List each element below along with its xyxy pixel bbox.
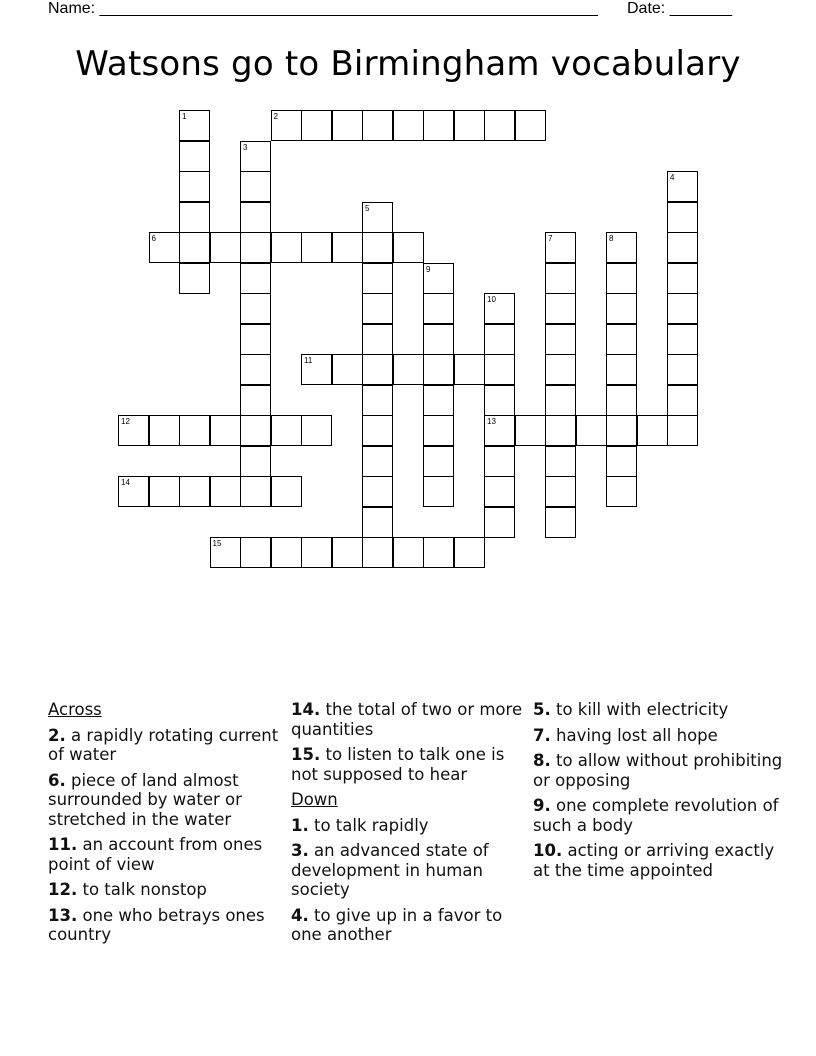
name-field[interactable]: Name: ________________________________________________________ [48, 0, 598, 17]
clue-text: to talk nonstop [82, 880, 207, 899]
grid-cell[interactable] [545, 263, 576, 294]
clue-number-label: 6 [151, 234, 156, 243]
clue-text: to allow without prohibiting or opposing [533, 751, 783, 790]
grid-cell[interactable] [362, 354, 393, 385]
grid-cell[interactable] [240, 171, 271, 202]
grid-cell[interactable] [362, 232, 393, 263]
grid-cell[interactable] [423, 263, 454, 294]
clue-number-label: 11 [304, 356, 313, 365]
clue-text: an advanced state of development in human society [291, 841, 489, 899]
grid-cell[interactable] [149, 415, 180, 446]
clue-number-label: 2 [273, 112, 278, 121]
grid-cell[interactable] [454, 110, 485, 141]
grid-cell[interactable] [179, 141, 210, 172]
clue-across-11 [48, 835, 288, 874]
grid-cell[interactable] [515, 110, 546, 141]
grid-cell[interactable] [362, 476, 393, 507]
grid-cell[interactable] [301, 232, 332, 263]
clue-down-4 [291, 906, 531, 945]
grid-cell[interactable] [545, 507, 576, 538]
grid-cell[interactable] [484, 324, 515, 355]
grid-cell[interactable] [667, 415, 698, 446]
grid-cell[interactable] [240, 293, 271, 324]
grid-cell[interactable] [271, 415, 302, 446]
grid-cell[interactable] [423, 293, 454, 324]
clue-number: 3. [291, 841, 309, 860]
clue-number-label: 1 [182, 112, 187, 121]
grid-cell[interactable] [362, 415, 393, 446]
grid-cell[interactable] [545, 324, 576, 355]
clue-number: 14. [291, 700, 321, 719]
clue-column-3 [533, 700, 783, 886]
clue-number: 9. [533, 796, 551, 815]
clue-across-15 [291, 745, 531, 784]
across-heading: Across [48, 700, 102, 719]
grid-cell[interactable] [362, 110, 393, 141]
clue-number: 5. [533, 700, 551, 719]
clue-down-9 [533, 796, 783, 835]
clue-text: an account from ones point of view [48, 835, 263, 874]
clue-text: piece of land almost surrounded by water or stretched in the water [48, 770, 242, 829]
grid-cell[interactable] [606, 476, 637, 507]
date-field[interactable]: Date: _______ [627, 0, 732, 17]
clue-number: 8. [533, 751, 551, 770]
grid-cell[interactable] [393, 537, 424, 568]
grid-cell[interactable] [271, 110, 302, 141]
clue-number: 2. [48, 725, 66, 745]
clue-number-label: 5 [365, 203, 370, 213]
grid-cell[interactable] [423, 476, 454, 507]
grid-cell[interactable] [240, 385, 271, 416]
grid-cell[interactable] [210, 476, 241, 507]
clue-number-label: 4 [670, 173, 675, 182]
grid-cell[interactable] [545, 354, 576, 385]
grid-cell[interactable] [240, 263, 271, 294]
clue-text: one who betrays ones country [48, 905, 265, 944]
grid-cell[interactable] [118, 415, 149, 446]
clue-number: 7. [533, 725, 551, 745]
grid-cell[interactable] [118, 476, 149, 507]
grid-cell[interactable] [179, 263, 210, 294]
clue-text: acting or arriving exactly at the time appointed [533, 841, 775, 880]
grid-cell[interactable] [210, 415, 241, 446]
grid-cell[interactable] [484, 507, 515, 538]
grid-cell[interactable] [423, 324, 454, 355]
clue-number-label: 14 [121, 478, 130, 487]
grid-cell[interactable] [423, 385, 454, 416]
grid-cell[interactable] [210, 537, 241, 568]
grid-cell[interactable] [362, 537, 393, 568]
grid-cell[interactable] [362, 202, 393, 233]
grid-cell[interactable] [423, 354, 454, 385]
grid-cell[interactable] [667, 293, 698, 324]
grid-cell[interactable] [393, 110, 424, 141]
clue-text: to give up in a favor to one another [291, 905, 503, 944]
grid-cell[interactable] [240, 354, 271, 385]
clue-text: the total of two or more quantities [291, 700, 523, 739]
grid-cell[interactable] [484, 446, 515, 477]
grid-cell[interactable] [545, 476, 576, 507]
clue-number: 6. [48, 770, 66, 790]
clue-number-label: 8 [609, 234, 614, 243]
grid-cell[interactable] [606, 446, 637, 477]
grid-cell[interactable] [362, 293, 393, 324]
grid-cell[interactable] [606, 324, 637, 355]
grid-cell[interactable] [332, 232, 363, 263]
clue-number: 13. [48, 905, 78, 925]
clue-across-14 [291, 700, 531, 739]
grid-cell[interactable] [179, 202, 210, 233]
grid-cell[interactable] [606, 354, 637, 385]
grid-cell[interactable] [484, 354, 515, 385]
clue-number-label: 15 [212, 539, 222, 548]
grid-cell[interactable] [484, 415, 515, 446]
clue-down-5 [533, 700, 783, 720]
page-title: Watsons go to Birmingham vocabulary [75, 44, 741, 84]
grid-cell[interactable] [332, 110, 363, 141]
grid-cell[interactable] [667, 232, 698, 263]
grid-cell[interactable] [362, 507, 393, 538]
clue-text: to kill with electricity [556, 700, 729, 719]
grid-cell[interactable] [179, 476, 210, 507]
clue-across-13 [48, 906, 288, 945]
grid-cell[interactable] [362, 324, 393, 355]
grid-cell[interactable] [423, 446, 454, 477]
grid-cell[interactable] [179, 415, 210, 446]
grid-cell[interactable] [515, 415, 546, 446]
clue-text: having lost all hope [556, 725, 718, 745]
grid-cell[interactable] [637, 415, 668, 446]
grid-cell[interactable] [179, 232, 210, 263]
grid-cell[interactable] [362, 263, 393, 294]
grid-cell[interactable] [545, 415, 576, 446]
grid-cell[interactable] [667, 263, 698, 294]
grid-cell[interactable] [606, 232, 637, 263]
grid-cell[interactable] [545, 446, 576, 477]
clue-number: 15. [291, 745, 321, 764]
grid-cell[interactable] [179, 171, 210, 202]
grid-cell[interactable] [240, 415, 271, 446]
clue-number-label: 3 [243, 142, 248, 152]
grid-cell[interactable] [545, 232, 576, 263]
grid-cell[interactable] [149, 476, 180, 507]
clue-number: 12. [48, 880, 78, 899]
clue-number-label: 10 [487, 295, 496, 304]
clue-down-10 [533, 841, 783, 880]
clue-number: 11. [48, 835, 78, 854]
grid-cell[interactable] [179, 110, 210, 141]
grid-cell[interactable] [210, 232, 241, 263]
grid-cell[interactable] [667, 354, 698, 385]
grid-cell[interactable] [667, 385, 698, 416]
grid-cell[interactable] [423, 537, 454, 568]
grid-cell[interactable] [271, 537, 302, 568]
grid-cell[interactable] [484, 293, 515, 324]
grid-cell[interactable] [240, 232, 271, 263]
clue-number-label: 9 [426, 264, 431, 274]
down-heading: Down [291, 790, 338, 809]
grid-cell[interactable] [484, 110, 515, 141]
clue-number-label: 7 [548, 234, 553, 243]
grid-cell[interactable] [484, 385, 515, 416]
grid-cell[interactable] [606, 385, 637, 416]
clue-text: to talk rapidly [314, 815, 429, 835]
clue-column-1 [48, 700, 288, 951]
clue-across-12 [48, 880, 288, 900]
grid-cell[interactable] [667, 202, 698, 233]
grid-cell[interactable] [332, 354, 363, 385]
clue-number: 10. [533, 841, 563, 860]
grid-cell[interactable] [667, 324, 698, 355]
clue-number: 4. [291, 905, 309, 925]
grid-cell[interactable] [545, 385, 576, 416]
grid-cell[interactable] [576, 415, 607, 446]
grid-cell[interactable] [301, 110, 332, 141]
grid-cell[interactable] [240, 324, 271, 355]
grid-cell[interactable] [362, 385, 393, 416]
clue-column-2 [291, 700, 531, 951]
grid-cell[interactable] [271, 476, 302, 507]
clue-across-2 [48, 726, 288, 765]
clue-text: a rapidly rotating current of water [48, 725, 279, 764]
grid-cell[interactable] [606, 415, 637, 446]
grid-cell[interactable] [240, 141, 271, 172]
clue-down-1 [291, 816, 531, 836]
grid-cell[interactable] [240, 537, 271, 568]
clue-down-8 [533, 751, 783, 790]
clue-down-7 [533, 726, 783, 746]
grid-cell[interactable] [423, 110, 454, 141]
grid-cell[interactable] [271, 232, 302, 263]
clue-down-3 [291, 841, 531, 900]
grid-cell[interactable] [149, 232, 180, 263]
grid-cell[interactable] [423, 415, 454, 446]
clue-text: to listen to talk one is not supposed to hear [291, 745, 505, 784]
grid-cell[interactable] [393, 354, 424, 385]
grid-cell[interactable] [240, 476, 271, 507]
grid-cell[interactable] [606, 263, 637, 294]
grid-cell[interactable] [240, 202, 271, 233]
grid-cell[interactable] [454, 537, 485, 568]
clue-across-6 [48, 771, 288, 830]
grid-cell[interactable] [240, 446, 271, 477]
grid-cell[interactable] [301, 415, 332, 446]
clue-number-label: 12 [121, 417, 130, 426]
grid-cell[interactable] [454, 354, 485, 385]
grid-cell[interactable] [667, 171, 698, 202]
grid-cell[interactable] [484, 476, 515, 507]
grid-cell[interactable] [606, 293, 637, 324]
clue-number: 1. [291, 815, 309, 835]
grid-cell[interactable] [362, 446, 393, 477]
grid-cell[interactable] [545, 293, 576, 324]
clue-text: one complete revolution of such a body [533, 796, 779, 835]
clue-number-label: 13 [487, 417, 496, 426]
grid-cell[interactable] [301, 537, 332, 568]
grid-cell[interactable] [393, 232, 424, 263]
grid-cell[interactable] [332, 537, 363, 568]
grid-cell[interactable] [301, 354, 332, 385]
